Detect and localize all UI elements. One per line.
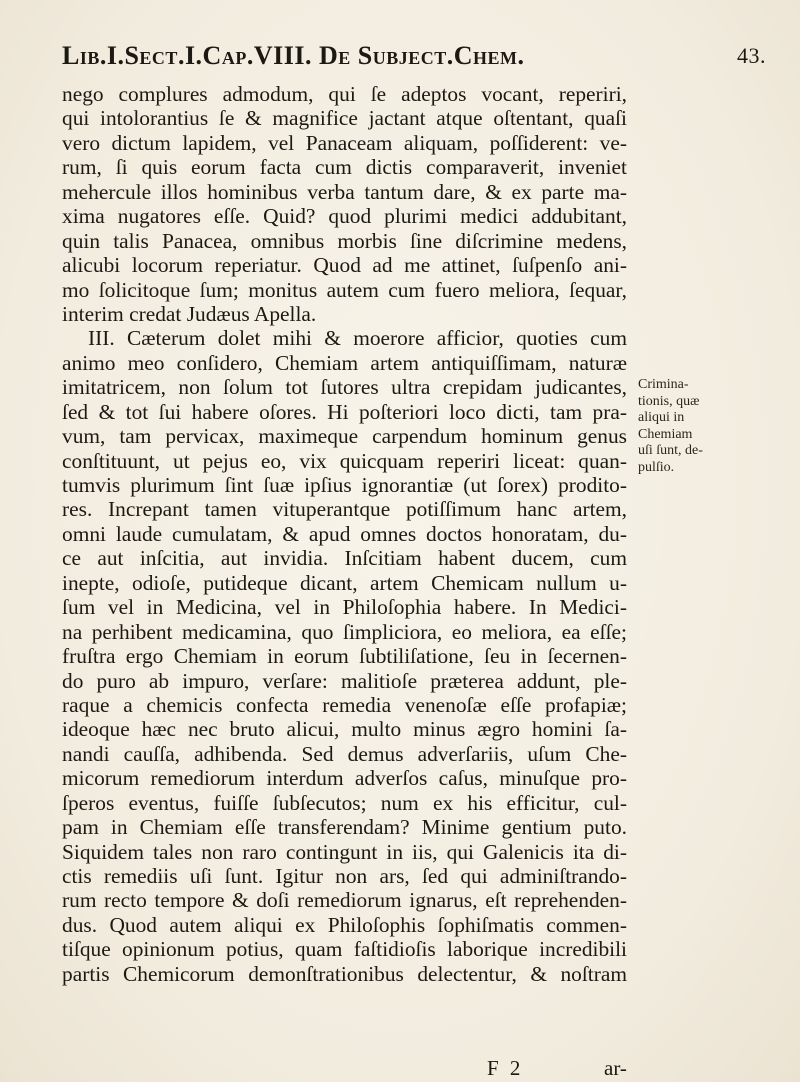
margin-note-line: pulſio.: [638, 459, 675, 475]
text-line: rum recto tempore & doſi remediorum ignarus, eſt reprehenden-: [62, 888, 627, 913]
text-line: nego complures admodum, qui ſe adeptos vocant, reperiri,: [62, 82, 627, 106]
text-line: micorum remediorum interdum adverſos caſus, minuſque pro-: [62, 766, 627, 791]
running-header: [62, 41, 766, 81]
text-line: raque a chemicis confecta remedia venenoſæ eſſe profapiæ;: [62, 692, 627, 717]
running-head-title: Lib.I.Sect.I.Cap.VIII. De Subject.Chem.: [62, 41, 525, 70]
page-number: 43.: [737, 43, 766, 68]
text-line: partis Chemicorum demonſtrationibus delectentur, & noſtram: [62, 961, 627, 986]
margin-note-line: Chemiam: [638, 426, 693, 442]
text-line: mo ſolicitoque ſum; monitus autem cum fuero meliora, ſequar,: [62, 277, 627, 302]
text-line: tiſque opinionum potius, quam faſtidioſis laborique incredibili: [62, 937, 627, 962]
text-line: inepte, odioſe, putideque dicant, artem Chemicam nullum u-: [62, 570, 627, 595]
text-line: xima nugatores eſſe. Quid? quod plurimi medici addubitant,: [62, 204, 627, 229]
marginal-note: [638, 377, 720, 476]
margin-note-line: tionis, quæ: [638, 393, 700, 409]
text-line: ſed & tot ſui habere oſores. Hi poſteriori loco dicti, tam pra-: [62, 399, 627, 424]
text-line: conſtituunt, ut pejus eo, vix quicquam reperiri liceat: quan-: [62, 448, 627, 473]
text-line: mehercule illos hominibus verba tantum dare, & ex parte ma-: [62, 179, 627, 204]
main-text-block: [62, 82, 627, 986]
margin-note-line: Crimina-: [638, 377, 689, 392]
text-line: ctis remediis uſi ſunt. Igitur non ars, ſed qui adminiſtrando-: [62, 864, 627, 888]
margin-note-line: aliqui in: [638, 410, 685, 425]
catchword: ar-: [604, 1056, 627, 1080]
text-line: animo meo conſidero, Chemiam artem antiquiſſimam, naturæ: [62, 350, 627, 375]
text-line: quin talis Panacea, omnibus morbis ſine diſcrimine medens,: [62, 228, 627, 253]
text-line: Siquidem tales non raro contingunt in iis, qui Galenicis ita di-: [62, 839, 627, 864]
page-footer: [62, 1056, 712, 1080]
text-line: ſperos eventus, fuiſſe ſubſecutos; num ex his efficitur, cul-: [62, 790, 627, 815]
text-line: ſum vel in Medicina, vel in Philoſophia habere. In Medici-: [62, 595, 627, 620]
text-line: imitatricem, non ſolum tot ſutores ultra crepidam judicantes,: [62, 375, 627, 400]
text-line: rum, ſi quis eorum facta cum dictis comparaverit, inveniet: [62, 155, 627, 180]
text-line: dus. Quod autem aliqui ex Philoſophis ſophiſmatis commen-: [62, 912, 627, 937]
text-line: na perhibent medicamina, quo ſimpliciora, eo meliora, ea eſſe;: [62, 619, 627, 644]
text-line: ce aut inſcitia, aut invidia. Inſcitiam habent ducem, cum: [62, 546, 627, 571]
text-line: tumvis plurimum ſint ſuæ ipſius ignorantiæ (ut ſorex) prodito-: [62, 473, 627, 497]
text-line: interim credat Judæus Apella.: [62, 301, 317, 326]
text-line: do puro ab impuro, verſare: malitioſe præterea addunt, ple-: [62, 668, 627, 693]
text-line: pam in Chemiam eſſe transferendam? Minime gentium puto.: [62, 815, 627, 840]
text-line: alicubi locorum reperiatur. Quod ad me attinet, ſuſpenſo ani-: [62, 253, 627, 278]
text-line: fruſtra ergo Chemiam in eorum ſubtiliſatione, ſeu in ſecernen-: [62, 644, 627, 669]
text-line: nandi cauſſa, adhibenda. Sed demus adverſariis, uſum Che-: [62, 741, 627, 766]
text-line: omni laude cumulatam, & apud omnes doctos honoratam, du-: [62, 521, 627, 546]
signature-mark: F 2: [487, 1056, 524, 1080]
text-line: vero dictum lapidem, vel Panaceam aliquam, poſſiderent: ve-: [62, 130, 627, 155]
paragraph-start-line: III. Cæterum dolet mihi & moerore afficior, quoties cum: [88, 326, 627, 351]
margin-note-line: uſi ſunt, de-: [638, 443, 703, 458]
text-line: vum, tam pervicax, maximeque carpendum hominum genus: [62, 424, 627, 449]
text-line: ideoque hæc nec bruto alicui, multo minus ægro homini ſa-: [62, 717, 627, 742]
text-line: res. Increpant tamen vituperantque potiſſimum hanc artem,: [62, 497, 627, 522]
text-line: qui intolorantius ſe & magnifice jactant atque oſtentant, quaſi: [62, 106, 627, 131]
